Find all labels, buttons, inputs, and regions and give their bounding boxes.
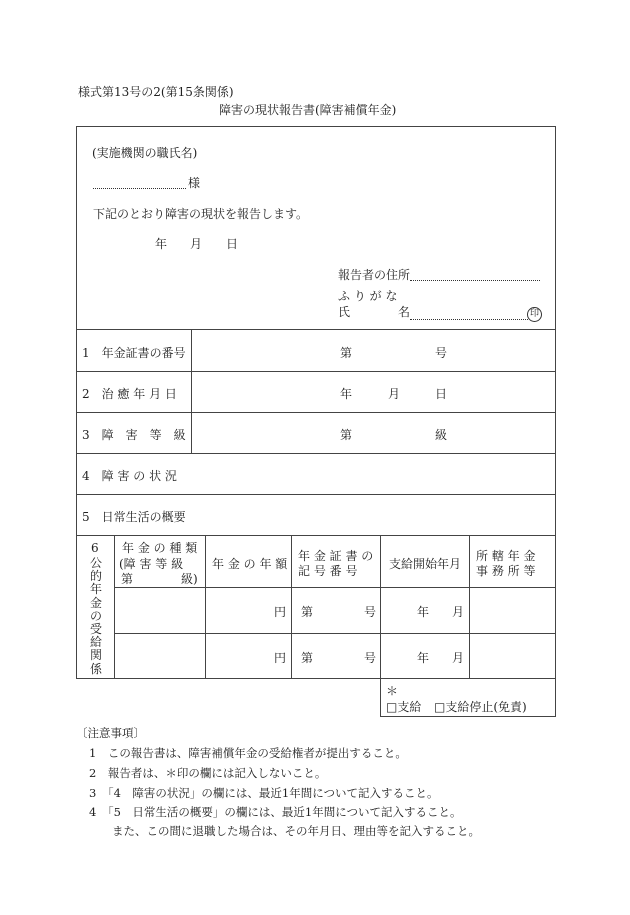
header-cert-line2: 記 号 番 号 — [298, 564, 358, 578]
item-label-disability-status: 4 障 害 の 状 況 — [82, 469, 177, 483]
reporter-furigana-label: ふ り が な — [338, 289, 398, 303]
note-line-1: 1 この報告書は、障害補償年金の受給権者が提出すること。 — [89, 746, 407, 760]
rule-2 — [76, 371, 556, 372]
sec6-row-rule-1 — [114, 587, 556, 588]
institution-label: (実施機関の職氏名) — [92, 146, 198, 160]
item1-go: 号 — [435, 346, 448, 360]
header-type-line3-kyu: 級) — [181, 572, 198, 586]
row2-dai: 第 — [301, 651, 314, 665]
row1-yen: 円 — [274, 605, 287, 619]
header-type-line3-dai: 第 — [121, 572, 134, 586]
header-office-line2: 事 務 所 等 — [476, 564, 536, 578]
note-line-4: 4 「5 日常生活の概要」の欄には、最近1年間について記入すること。 — [89, 805, 462, 819]
sec6-divider-start — [380, 535, 381, 679]
reporter-address-field[interactable] — [410, 280, 540, 281]
sec6-vertical-label: 公的年金の受給関係 — [89, 556, 102, 676]
header-amount: 年 金 の 年 額 — [212, 557, 288, 571]
page-title: 障害の現状報告書(障害補償年金) — [219, 103, 397, 117]
item-label-pension-cert-number: 1 年金証書の番号 — [82, 346, 186, 360]
item3-dai: 第 — [340, 428, 353, 442]
date-year: 年 — [155, 237, 168, 251]
item-label-daily-life: 5 日常生活の概要 — [82, 510, 186, 524]
date-day: 日 — [226, 237, 239, 251]
item2-month: 月 — [388, 387, 401, 401]
header-start: 支給開始年月 — [389, 557, 462, 571]
reporter-name-label: 氏 名 — [338, 305, 411, 319]
note-line-2: 2 報告者は、＊印の欄には記入しないこと。 — [89, 766, 327, 780]
header-type-line1: 年 金 の 種 類 — [122, 541, 198, 555]
row1-month: 月 — [452, 605, 465, 619]
office-use-stop-checkbox[interactable]: □支給停止(免責) — [434, 700, 527, 714]
seal-mark: 印 — [527, 307, 542, 322]
items-divider — [191, 329, 192, 453]
item-label-cure-date: 2 治 癒 年 月 日 — [82, 387, 177, 401]
reporter-address-label: 報告者の住所 — [338, 268, 411, 282]
sec6-row-rule-2 — [114, 633, 556, 634]
item2-day: 日 — [435, 387, 448, 401]
rule-6 — [76, 535, 556, 536]
intro-text: 下記のとおり障害の現状を報告します。 — [93, 207, 309, 221]
sec6-divider-office — [469, 535, 470, 679]
rule-4 — [76, 453, 556, 454]
header-type-line2: (障 害 等 級 — [119, 557, 184, 571]
item1-dai: 第 — [340, 346, 353, 360]
notes-heading: 〔注意事項〕 — [76, 726, 145, 740]
sec6-divider-amount — [205, 535, 206, 679]
row1-dai: 第 — [301, 605, 314, 619]
rule-1 — [76, 329, 556, 330]
note-line-5: また、この間に退職した場合は、その年月日、理由等を記入すること。 — [89, 824, 480, 838]
date-month: 月 — [190, 237, 203, 251]
honorific: 様 — [188, 176, 201, 190]
reporter-name-field[interactable] — [410, 319, 528, 320]
rule-5 — [76, 494, 556, 495]
office-use-pay-checkbox[interactable]: □支給 — [386, 700, 422, 714]
row2-year: 年 — [417, 651, 430, 665]
sec6-number: 6 — [91, 541, 99, 555]
rule-3 — [76, 412, 556, 413]
item2-year: 年 — [340, 387, 353, 401]
row1-go: 号 — [364, 605, 377, 619]
header-office-line1: 所 轄 年 金 — [476, 549, 536, 563]
row2-month: 月 — [452, 651, 465, 665]
sec6-divider-cert — [291, 535, 292, 679]
row1-year: 年 — [417, 605, 430, 619]
row2-yen: 円 — [274, 651, 287, 665]
row2-go: 号 — [364, 651, 377, 665]
header-cert-line1: 年 金 証 書 の — [298, 549, 374, 563]
form-number: 様式第13号の2(第15条関係) — [78, 85, 234, 99]
note-line-3: 3 「4 障害の状況」の欄には、最近1年間について記入すること。 — [89, 786, 439, 800]
sec6-divider-label — [114, 535, 115, 679]
institution-input-line[interactable] — [93, 188, 186, 189]
item3-kyu: 級 — [435, 428, 448, 442]
item-label-disability-grade: 3 障 害 等 級 — [82, 428, 186, 442]
office-use-asterisk: ＊ — [386, 684, 399, 698]
